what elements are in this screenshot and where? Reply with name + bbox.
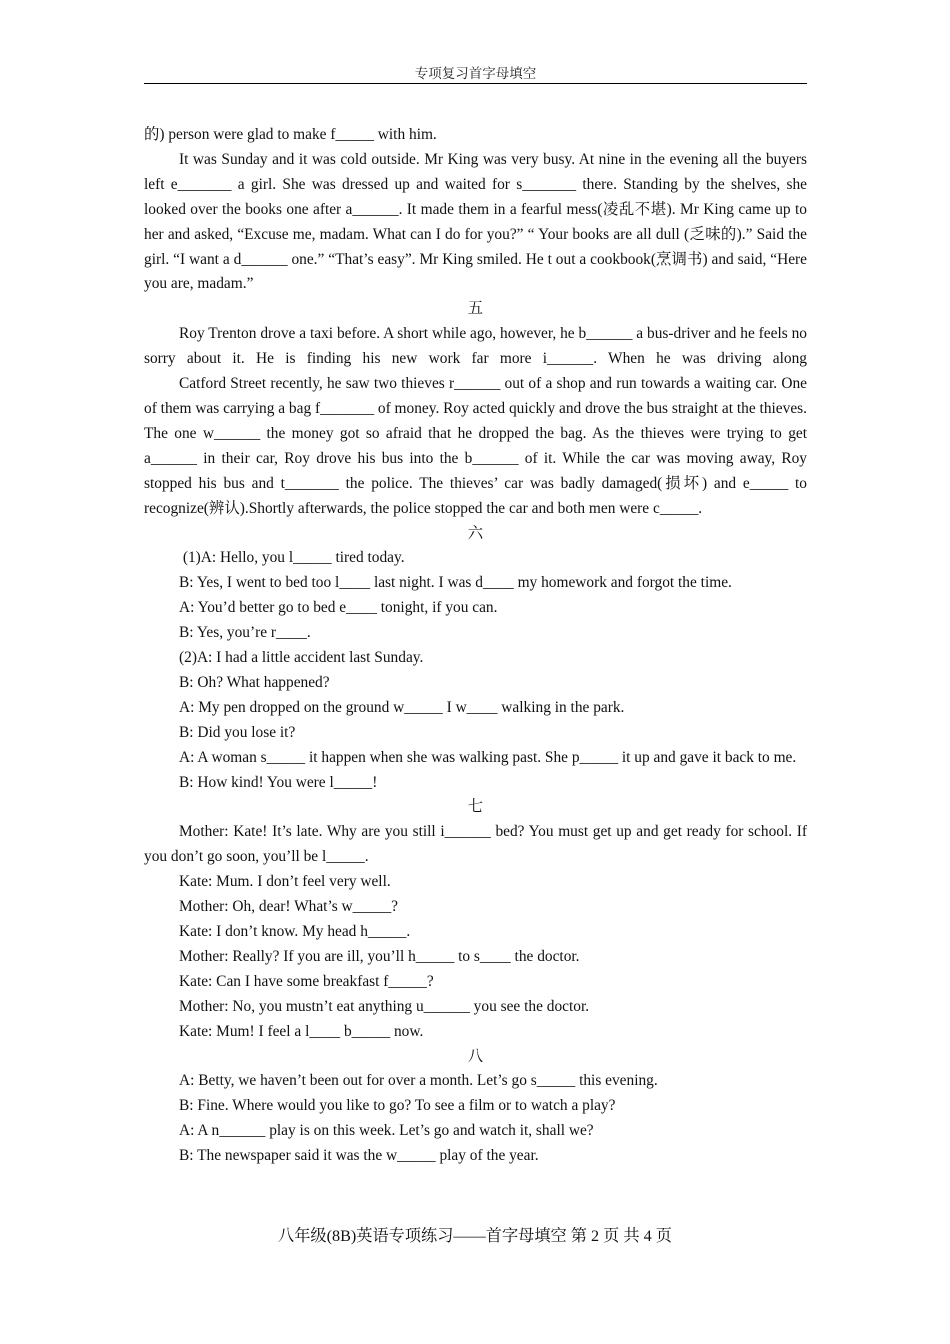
- section7-line: Mother: No, you mustn’t eat anything u______ you see the doctor.: [179, 997, 590, 1015]
- page-header: 专项复习首字母填空: [414, 66, 537, 81]
- section6-line: A: You’d better go to bed e____ tonight, if you can.: [179, 599, 498, 617]
- section6-line: B: Oh? What happened?: [179, 673, 330, 691]
- section7-line: Mother: Kate! It’s late. Why are you still i______ bed? You must get up and get ready for school. If you don’t go soon, you’ll be l_____.: [144, 823, 807, 866]
- section7-line: Mother: Oh, dear! What’s w_____?: [179, 898, 398, 916]
- section6-line: B: Did you lose it?: [179, 723, 296, 741]
- section5-heading: 五: [467, 300, 484, 318]
- section4-paragraph: It was Sunday and it was cold outside. Mr King was very busy. At nine in the evening all the buyers left e_______ a girl. She was dressed up and waited for s_______ there. Standing by the shelves, she looked over the books one after a______. It made them in a fearful mess(凌乱不堪). Mr King came up to her and asked, “Excuse me, madam. What can I do for you?” “ Your books are all dull (乏味的).” Said the girl. “I want a d______ one.” “That’s easy”. Mr King smiled. He t out a cookbook(烹调书) and said, “Here you are, madam.”: [144, 150, 807, 293]
- section6-line: A: A woman s_____ it happen when she was walking past. She p_____ it up and gave it back to me.: [179, 748, 797, 766]
- section6-line: B: Yes, you’re r____.: [179, 624, 311, 642]
- section6-line: B: Yes, I went to bed too l____ last night. I was d____ my homework and forgot the time.: [179, 574, 732, 592]
- section6-heading: 六: [467, 524, 484, 542]
- section7-line: Kate: Can I have some breakfast f_____?: [179, 972, 434, 990]
- section4-line-1: 的) person were glad to make f_____ with him.: [144, 126, 437, 143]
- section7-line: Kate: Mum! I feel a l____ b_____ now.: [179, 1022, 424, 1040]
- page-footer: 八年级(8B)英语专项练习——首字母填空 第 2 页 共 4 页: [278, 1227, 672, 1245]
- section7-line: Mother: Really? If you are ill, you’ll h_____ to s____ the doctor.: [179, 947, 580, 965]
- section8-line: B: The newspaper said it was the w_____ play of the year.: [179, 1147, 539, 1165]
- section6-line: A: My pen dropped on the ground w_____ I w____ walking in the park.: [179, 698, 625, 716]
- section6-line: (2)A: I had a little accident last Sunday.: [179, 649, 424, 667]
- section7-heading: 七: [467, 798, 484, 816]
- section7-line: Kate: I don’t know. My head h_____.: [179, 923, 411, 940]
- section5-paragraph-2: Catford Street recently, he saw two thieves r______ out of a shop and run towards a waiting car. One of them was carrying a bag f_______ of money. Roy acted quickly and drove the bus straight at the thieves. The one w______ the money got so afraid that he dropped the bag. As the thieves were trying to get a______ in their car, Roy drove his bus into the b______ of it. While the car was moving away, Roy stopped his bus and t_______ the police. The thieves’ car was badly damaged(损坏) and e_____ to recognize(辨认).Shortly afterwards, the police stopped the car and both men were c_____.: [144, 375, 807, 517]
- header-rule: [144, 83, 807, 84]
- section6-line: (1)A: Hello, you l_____ tired today.: [179, 549, 405, 567]
- section8-heading: 八: [467, 1047, 484, 1065]
- document-body: [144, 123, 807, 1169]
- section5-paragraph-1: Roy Trenton drove a taxi before. A short while ago, however, he b______ a bus-driver and he feels no sorry about it. He is finding his new work far more i______. When he was driving along: [144, 325, 807, 368]
- section8-line: B: Fine. Where would you like to go? To see a film or to watch a play?: [179, 1097, 616, 1115]
- section6-line: B: How kind! You were l_____!: [179, 773, 378, 791]
- section7-line: Kate: Mum. I don’t feel very well.: [179, 873, 391, 891]
- section8-line: A: Betty, we haven’t been out for over a month. Let’s go s_____ this evening.: [179, 1072, 658, 1090]
- section8-line: A: A n______ play is on this week. Let’s go and watch it, shall we?: [179, 1122, 594, 1140]
